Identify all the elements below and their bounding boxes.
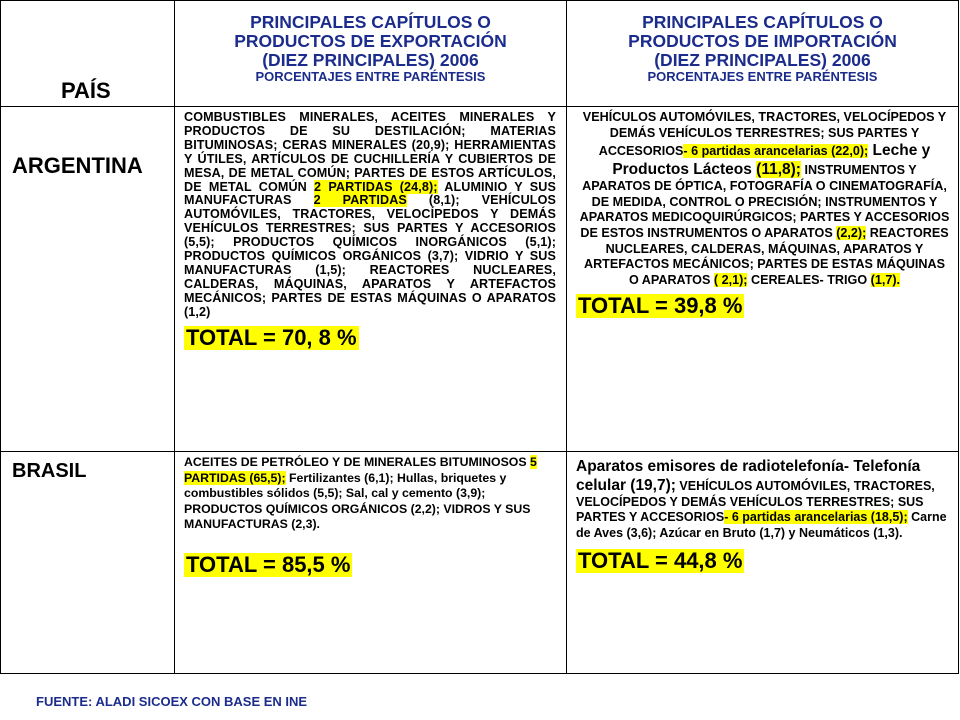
- bra-exp-text-b: Fertilizantes (6,1); Hullas, briquetes y combustibles sólidos (5,5); Sal, cal y cemento (3,9); PRODUCTOS QUÍMICOS ORGÁNICOS (2,2); VIDROS Y SUS MANUFACTURAS (2,3).: [184, 470, 531, 531]
- bra-imp-large-text: Aparatos emisores de radiotelefonía- Telefonía celular (19,7);: [576, 458, 921, 494]
- import-column-header: [567, 1, 959, 107]
- arg-imp-highlight-2: (11,8);: [756, 161, 801, 179]
- brasil-exports-total: TOTAL = 85,5 %: [186, 551, 351, 577]
- brasil-imports-cell: [567, 452, 959, 674]
- source-footnote: FUENTE: ALADI SICOEX CON BASE EN INE: [36, 694, 308, 709]
- argentina-exports-text: [175, 107, 566, 320]
- arg-imp-highlight-3: (2,2);: [836, 225, 867, 240]
- export-title-line-3: (DIEZ PRINCIPALES) 2006: [262, 50, 479, 70]
- arg-exp-highlight-2: 2 PARTIDAS: [313, 193, 407, 208]
- brasil-country-cell: [1, 452, 175, 674]
- argentina-exports-cell: [175, 107, 567, 452]
- bra-imp-highlight-1: - 6 partidas arancelarias (18,5);: [724, 510, 908, 525]
- arg-imp-large-text: Leche y Productos Lácteos: [612, 142, 931, 179]
- arg-exp-text-a: COMBUSTIBLES MINERALES, ACEITES MINERALES Y PRODUCTOS DE SU DESTILACIÓN; MATERIAS BITUMINOSAS; CERAS MINERALES (20,9); HERRAMIENTAS Y ÚTILES, ARTÍCULOS DE CUCHILLERÍA Y CUBIERTOS DE MESA, DE METAL COMÚN; PARTES DE ESTOS ARTÍCULOS, DE METAL COMÚN: [184, 110, 556, 194]
- bra-imp-text-b: Carne de Aves (3,6); Azúcar en Bruto (1,7) y Neumáticos (1,3).: [576, 510, 947, 540]
- brasil-exports-cell: [175, 452, 567, 674]
- import-title-line-1: PRINCIPALES CAPÍTULOS O: [642, 12, 883, 32]
- argentina-imports-total: TOTAL = 39,8 %: [578, 293, 743, 319]
- brasil-exports-text: [175, 452, 566, 533]
- arg-imp-text-a: VEHÍCULOS AUTOMÓVILES, TRACTORES, VELOCÍPEDOS Y DEMÁS VEHÍCULOS TERRESTRES; SUS PARTES Y ACCESORIOS: [582, 110, 947, 159]
- arg-imp-highlight-1: - 6 partidas arancelarias (22,0);: [683, 144, 869, 159]
- export-subtitle: PORCENTAJES ENTRE PARÉNTESIS: [255, 69, 486, 84]
- arg-imp-text-c: REACTORES NUCLEARES, CALDERAS, MÁQUINAS, APARATOS Y ARTEFACTOS MECÁNICOS; PARTES DE ESTAS MÁQUINAS O APARATOS: [583, 225, 949, 287]
- header-row: [1, 1, 959, 107]
- argentina-imports-cell: [567, 107, 959, 452]
- arg-imp-highlight-4: ( 2,1);: [713, 272, 748, 287]
- brasil-imports-text: [567, 452, 958, 541]
- import-title-line-3: (DIEZ PRINCIPALES) 2006: [654, 50, 871, 70]
- bra-exp-text-a: ACEITES DE PETRÓLEO Y DE MINERALES BITUMINOSOS: [184, 455, 530, 469]
- argentina-row: [1, 107, 959, 452]
- bra-exp-highlight-1: 5 PARTIDAS (65,5);: [184, 455, 537, 485]
- argentina-imports-text: [567, 107, 958, 288]
- export-column-header: [175, 1, 567, 107]
- arg-exp-highlight-1: 2 PARTIDAS (24,8);: [314, 179, 438, 194]
- argentina-country-cell: [1, 107, 175, 452]
- arg-exp-text-b: ALUMINIO Y SUS MANUFACTURAS: [184, 179, 556, 208]
- import-title-line-2: PRODUCTOS DE IMPORTACIÓN: [628, 31, 897, 51]
- arg-exp-text-c: (8,1); VEHÍCULOS AUTOMÓVILES, TRACTORES, VELOCÍPEDOS Y DEMÁS VEHÍCULOS TERRESTRES; SUS PARTES Y ACCESORIOS (5,5); PRODUCTOS QUÍMICOS INORGÁNICOS (5,1); PRODUCTOS QUÍMICOS ORGÁNICOS (3,7); VIDRIO Y SUS MANUFACTURAS (1,5); REACTORES NUCLEARES, CALDERAS, MÁQUINAS, APARATOS Y ARTEFACTOS MECÁNICOS; PARTES DE ESTAS MÁQUINAS O APARATOS (1,2): [184, 193, 557, 319]
- bra-imp-text-a: VEHÍCULOS AUTOMÓVILES, TRACTORES, VELOCÍPEDOS Y DEMÁS VEHÍCULOS TERRESTRES; SUS PARTES Y ACCESORIOS: [576, 479, 935, 525]
- export-title-line-1: PRINCIPALES CAPÍTULOS O: [250, 12, 491, 32]
- country-name-brasil: BRASIL: [12, 460, 87, 482]
- export-title-line-2: PRODUCTOS DE EXPORTACIÓN: [234, 31, 507, 51]
- import-subtitle: PORCENTAJES ENTRE PARÉNTESIS: [647, 69, 878, 84]
- arg-imp-highlight-5: (1,7).: [870, 272, 901, 287]
- country-column-header: PAÍS: [1, 1, 175, 107]
- brasil-imports-total: TOTAL = 44,8 %: [578, 548, 743, 574]
- arg-imp-text-d: CEREALES- TRIGO: [747, 272, 871, 287]
- country-name-argentina: ARGENTINA: [12, 153, 143, 178]
- brasil-row: [1, 452, 959, 674]
- arg-imp-text-b: INSTRUMENTOS Y APARATOS DE ÓPTICA, FOTOGRAFÍA O CINEMATOGRAFÍA, DE MEDIDA, CONTROL O PRECISIÓN; INSTRUMENTOS Y APARATOS MEDICOQUIRÚRGICOS; PARTES Y ACCESORIOS DE ESTOS INSTRUMENTOS O APARATOS: [579, 163, 950, 240]
- argentina-exports-total: TOTAL = 70, 8 %: [186, 324, 357, 350]
